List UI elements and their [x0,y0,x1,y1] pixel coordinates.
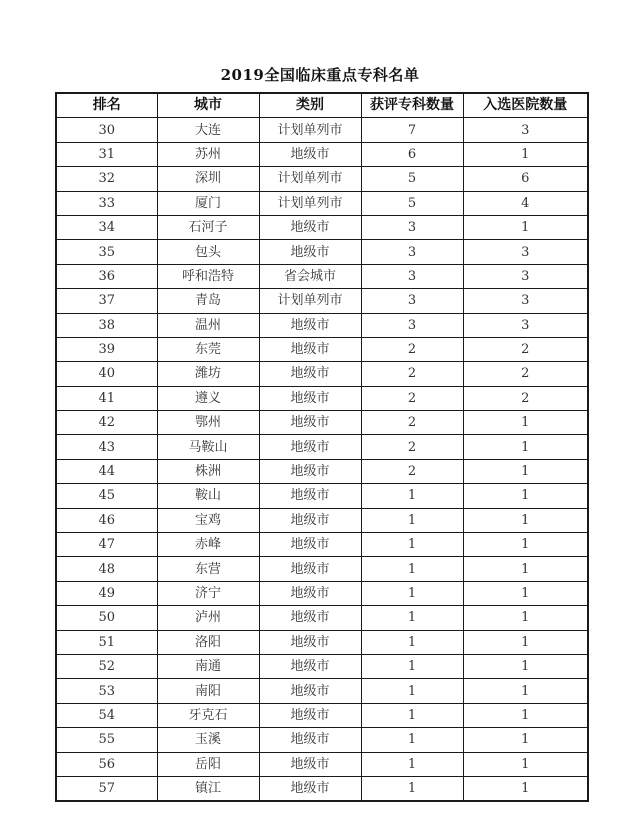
table-row [56,264,588,288]
cell-hospital-count: 1 [463,654,588,678]
table-row [56,289,588,313]
cell-rank: 57 [56,776,157,801]
cell-rank: 53 [56,679,157,703]
cell-city: 遵义 [157,386,259,410]
cell-specialty-count: 1 [361,654,463,678]
ranking-table [55,92,589,802]
cell-category: 地级市 [259,240,361,264]
cell-city: 大连 [157,118,259,142]
cell-category: 地级市 [259,484,361,508]
cell-rank: 50 [56,606,157,630]
cell-city: 东营 [157,557,259,581]
cell-city: 南阳 [157,679,259,703]
cell-rank: 38 [56,313,157,337]
cell-specialty-count: 1 [361,557,463,581]
cell-rank: 46 [56,508,157,532]
cell-rank: 49 [56,581,157,605]
cell-hospital-count: 3 [463,264,588,288]
cell-category: 地级市 [259,435,361,459]
cell-rank: 51 [56,630,157,654]
cell-hospital-count: 2 [463,337,588,361]
cell-specialty-count: 6 [361,142,463,166]
cell-rank: 30 [56,118,157,142]
cell-city: 呼和浩特 [157,264,259,288]
cell-category: 地级市 [259,557,361,581]
cell-category: 地级市 [259,362,361,386]
cell-hospital-count: 1 [463,508,588,532]
cell-city: 岳阳 [157,752,259,776]
cell-hospital-count: 1 [463,776,588,801]
cell-specialty-count: 5 [361,191,463,215]
cell-category: 计划单列市 [259,191,361,215]
cell-specialty-count: 3 [361,215,463,239]
cell-city: 牙克石 [157,703,259,727]
cell-city: 鄂州 [157,411,259,435]
cell-hospital-count: 3 [463,289,588,313]
cell-city: 泸州 [157,606,259,630]
cell-city: 玉溪 [157,728,259,752]
cell-hospital-count: 1 [463,752,588,776]
table-row [56,459,588,483]
table-row [56,654,588,678]
cell-city: 宝鸡 [157,508,259,532]
table-row [56,508,588,532]
table-row [56,533,588,557]
cell-rank: 35 [56,240,157,264]
cell-city: 潍坊 [157,362,259,386]
cell-city: 赤峰 [157,533,259,557]
cell-specialty-count: 3 [361,240,463,264]
table-row [56,557,588,581]
cell-rank: 32 [56,167,157,191]
cell-hospital-count: 2 [463,386,588,410]
cell-city: 石河子 [157,215,259,239]
cell-category: 地级市 [259,386,361,410]
cell-category: 计划单列市 [259,167,361,191]
cell-category: 地级市 [259,508,361,532]
cell-category: 计划单列市 [259,289,361,313]
cell-city: 温州 [157,313,259,337]
table-row [56,411,588,435]
cell-hospital-count: 1 [463,630,588,654]
cell-rank: 41 [56,386,157,410]
cell-category: 地级市 [259,630,361,654]
cell-rank: 44 [56,459,157,483]
table-row [56,581,588,605]
cell-rank: 34 [56,215,157,239]
cell-hospital-count: 3 [463,313,588,337]
table-row [56,752,588,776]
cell-city: 济宁 [157,581,259,605]
cell-city: 洛阳 [157,630,259,654]
cell-rank: 33 [56,191,157,215]
cell-rank: 37 [56,289,157,313]
cell-city: 东莞 [157,337,259,361]
cell-category: 地级市 [259,703,361,727]
cell-hospital-count: 1 [463,581,588,605]
cell-category: 地级市 [259,459,361,483]
cell-specialty-count: 1 [361,752,463,776]
header-rank: 排名 [56,93,157,118]
cell-rank: 43 [56,435,157,459]
cell-hospital-count: 1 [463,606,588,630]
cell-rank: 31 [56,142,157,166]
table-row [56,630,588,654]
cell-city: 株洲 [157,459,259,483]
table-row [56,435,588,459]
cell-specialty-count: 2 [361,459,463,483]
table-row [56,728,588,752]
cell-specialty-count: 5 [361,167,463,191]
cell-specialty-count: 1 [361,679,463,703]
header-specialty-count: 获评专科数量 [361,93,463,118]
cell-hospital-count: 1 [463,533,588,557]
cell-hospital-count: 1 [463,703,588,727]
table-row [56,679,588,703]
table-header-row [56,93,588,118]
cell-category: 地级市 [259,606,361,630]
cell-specialty-count: 3 [361,264,463,288]
cell-category: 地级市 [259,215,361,239]
table-row [56,191,588,215]
table-row [56,362,588,386]
header-category: 类别 [259,93,361,118]
cell-rank: 40 [56,362,157,386]
cell-category: 地级市 [259,337,361,361]
table-row [56,484,588,508]
cell-specialty-count: 1 [361,508,463,532]
cell-rank: 52 [56,654,157,678]
cell-hospital-count: 1 [463,459,588,483]
cell-category: 地级市 [259,411,361,435]
cell-rank: 39 [56,337,157,361]
cell-rank: 42 [56,411,157,435]
cell-specialty-count: 2 [361,411,463,435]
table-row [56,313,588,337]
cell-rank: 56 [56,752,157,776]
cell-category: 地级市 [259,142,361,166]
cell-specialty-count: 7 [361,118,463,142]
cell-hospital-count: 3 [463,240,588,264]
cell-city: 马鞍山 [157,435,259,459]
cell-city: 鞍山 [157,484,259,508]
cell-specialty-count: 2 [361,337,463,361]
cell-rank: 36 [56,264,157,288]
cell-hospital-count: 1 [463,557,588,581]
table-row [56,386,588,410]
cell-city: 南通 [157,654,259,678]
cell-category: 地级市 [259,654,361,678]
cell-category: 地级市 [259,313,361,337]
cell-specialty-count: 1 [361,703,463,727]
cell-hospital-count: 1 [463,435,588,459]
cell-specialty-count: 2 [361,386,463,410]
cell-rank: 45 [56,484,157,508]
cell-category: 计划单列市 [259,118,361,142]
cell-hospital-count: 1 [463,728,588,752]
cell-category: 省会城市 [259,264,361,288]
table-row [56,215,588,239]
header-city: 城市 [157,93,259,118]
cell-city: 深圳 [157,167,259,191]
cell-specialty-count: 1 [361,728,463,752]
cell-hospital-count: 1 [463,142,588,166]
cell-city: 青岛 [157,289,259,313]
cell-specialty-count: 3 [361,289,463,313]
cell-category: 地级市 [259,679,361,703]
cell-hospital-count: 6 [463,167,588,191]
cell-hospital-count: 3 [463,118,588,142]
cell-city: 包头 [157,240,259,264]
table-row [56,240,588,264]
table-row [56,142,588,166]
cell-category: 地级市 [259,752,361,776]
cell-category: 地级市 [259,776,361,801]
cell-rank: 54 [56,703,157,727]
cell-specialty-count: 1 [361,533,463,557]
cell-category: 地级市 [259,728,361,752]
cell-rank: 47 [56,533,157,557]
table-row [56,118,588,142]
table-row [56,703,588,727]
table-row [56,337,588,361]
cell-hospital-count: 1 [463,411,588,435]
table-body [56,118,588,801]
table-row [56,776,588,801]
header-hospital-count: 入选医院数量 [463,93,588,118]
cell-city: 镇江 [157,776,259,801]
cell-specialty-count: 1 [361,630,463,654]
cell-specialty-count: 3 [361,313,463,337]
cell-hospital-count: 1 [463,484,588,508]
cell-category: 地级市 [259,581,361,605]
document-title: 2019全国临床重点专科名单 [220,66,420,84]
cell-city: 厦门 [157,191,259,215]
cell-hospital-count: 1 [463,679,588,703]
cell-specialty-count: 2 [361,435,463,459]
cell-hospital-count: 2 [463,362,588,386]
cell-hospital-count: 4 [463,191,588,215]
cell-specialty-count: 2 [361,362,463,386]
table-row [56,167,588,191]
cell-specialty-count: 1 [361,776,463,801]
cell-rank: 48 [56,557,157,581]
cell-rank: 55 [56,728,157,752]
cell-hospital-count: 1 [463,215,588,239]
cell-specialty-count: 1 [361,606,463,630]
table-row [56,606,588,630]
cell-specialty-count: 1 [361,484,463,508]
cell-specialty-count: 1 [361,581,463,605]
cell-city: 苏州 [157,142,259,166]
cell-category: 地级市 [259,533,361,557]
